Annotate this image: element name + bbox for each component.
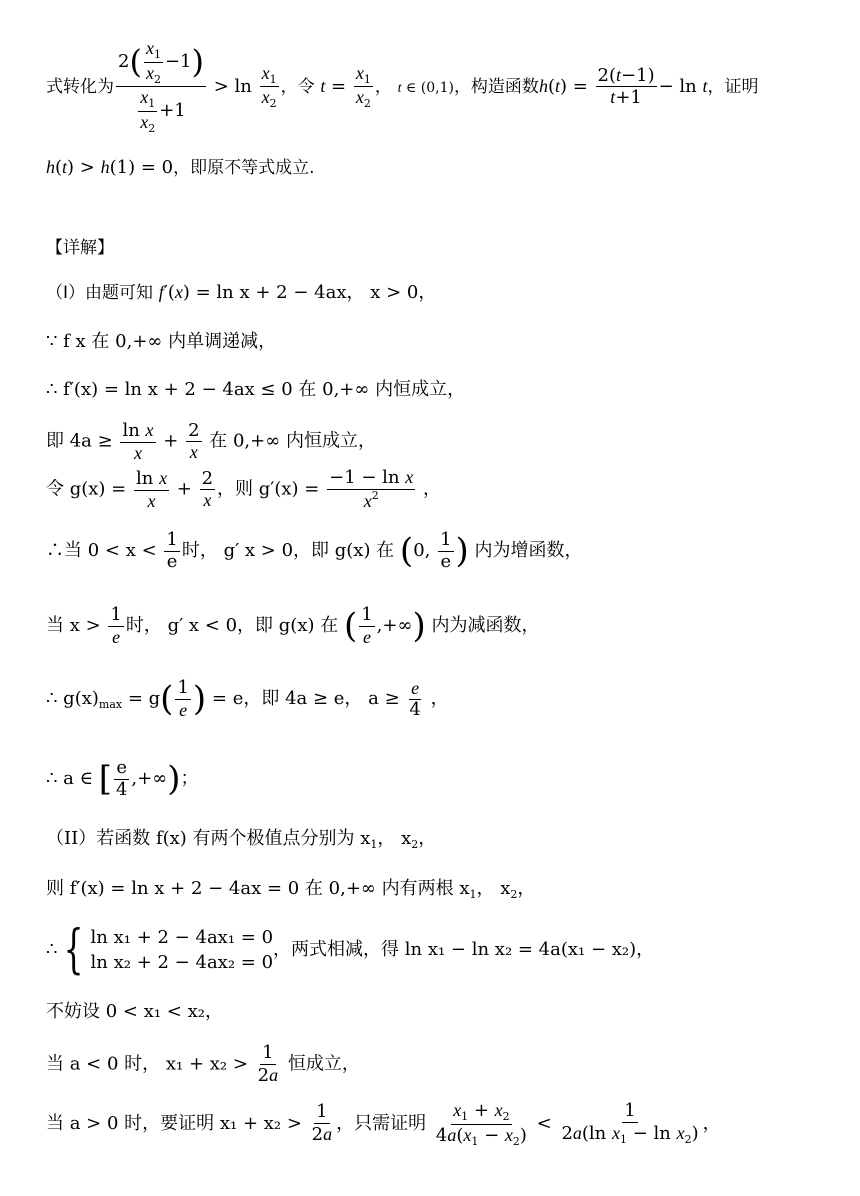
step-14: 当 a < 0 时， x₁ + x₂ > $\frac{1}{2a}$ 恒成立， (46, 1042, 360, 1086)
text: ，构造函数 (453, 76, 539, 97)
text: 式转化为 (46, 76, 114, 97)
text: ，只需证明 (336, 1113, 427, 1135)
text: 恒成立， (287, 1053, 360, 1075)
text: 当 a > 0 时，要证明 x₁ + x₂ > (46, 1113, 302, 1135)
text: 则 f′(x) = ln x + 2 − 4ax = 0 在 0,+∞ 内有两根 x (46, 878, 470, 899)
step-3: ∴ f′(x) = ln x + 2 − 4ax ≤ 0 在 0,+∞ 内恒成立， (46, 379, 466, 400)
text: 内为减函数， (431, 615, 540, 637)
text: （II）若函数 f(x) 有两个极值点分别为 x (46, 828, 371, 849)
text: ∴当 0 < x < (46, 540, 157, 562)
text: ，即原不等式成立. (173, 158, 315, 178)
text: 内为增函数， (474, 540, 583, 562)
equation: ln x₂ + 2 − 4ax₂ = 0 (90, 952, 274, 973)
text: ， (374, 76, 392, 97)
step-5: 令 g(x) = $\frac{\text{ln x}}{x}$ + $\frac{2}{x}$ ，则 g′(x) = $\frac{\text{−1 − ln x}}{x^2}$ ， (46, 467, 441, 511)
step-7: 当 x > $\frac{1}{e}$ 时， g′ x < 0，即 g(x) 在 ( $\frac{1}{e}$ ,+∞) 内为减函数， (46, 604, 540, 647)
text: = e，即 4a ≥ e， a ≥ (211, 688, 400, 710)
step-9: ∴ a ∈ [ $\frac{e}{4}$ ,+∞)； (46, 757, 199, 800)
text: 时， g′ x > 0，即 g(x) 在 (181, 540, 395, 562)
equation: ln x₁ + 2 − 4ax₁ = 0 (90, 926, 274, 948)
step-4: 即 4a ≥ $\frac{\text{ln x}}{x}$ + $\frac{2}{x}$ 在 0,+∞ 内恒成立， (46, 419, 376, 463)
step-6: ∴当 0 < x < $\frac{1}{e}$ 时， g′ x > 0，即 g(x) 在 (0, $\frac{1}{e}$ ) 内为增函数， (46, 529, 583, 572)
text: 令 g(x) = (46, 478, 127, 500)
text: ， (418, 828, 437, 849)
text: ∴ g(x) (46, 688, 99, 710)
text: ， x (377, 828, 412, 849)
line-1: 式转化为 2( $\frac{x_1}{x_2}$ −1) $\frac{x_1}{x_2}$ +1 > ln $\frac{x_1}{x_2}$ ，令 t = $\frac{x_1}{x_2}$ ， t ∈ (0,1)，构造函数h(t) = $\frac{2(t-1)}{t+1}$ − ln t，证明 (46, 38, 759, 135)
step-13: 不妨设 0 < x₁ < x₂， (46, 1001, 223, 1022)
section-heading: 【详解】 (46, 238, 114, 258)
text: ； (180, 768, 199, 790)
text: ， (517, 878, 536, 899)
line-2: h(t) > h(1) = 0，即原不等式成立. (46, 157, 315, 178)
step-8: ∴ $g(x)_{max} = g$( $\frac{1}{e}$ ) = e，即 4a ≥ e， a ≥ $\frac{e}{4}$ ， (46, 677, 449, 720)
equation-system (91, 925, 273, 975)
text: （I）由题可知 (46, 283, 154, 303)
fraction: 2( $\frac{x_1}{x_2}$ −1) $\frac{x_1}{x_2}$ +1 (118, 38, 204, 135)
text: 当 a < 0 时， x₁ + x₂ > (46, 1053, 248, 1075)
text: x > 0， (370, 282, 437, 303)
text: ，证明 (707, 76, 759, 97)
text: 在 0,+∞ 内恒成立， (209, 430, 376, 452)
text: ，令 (280, 76, 315, 97)
text: 即 4a ≥ (46, 430, 113, 452)
text: = ln x + 2 − 4ax， (195, 282, 365, 303)
text: ， x (476, 878, 511, 899)
step-11: 则 f′(x) = ln x + 2 − 4ax = 0 在 0,+∞ 内有两根 $x_1$， $x_2$， (46, 878, 536, 901)
step-15: 当 a > 0 时，要证明 x₁ + x₂ > $\frac{1}{2a}$ ，只需证明 $\frac{x_1 + x_2}{4a(x_1 - x_2)}$ < $\frac{1}{2a(\ln x_1 - \ln x_2)}$ ， (46, 1100, 721, 1148)
text: ∴ a ∈ (46, 768, 93, 790)
text: = g (127, 688, 161, 710)
step-1: （I）由题可知 f′(x) = ln x + 2 − 4ax， x > 0， (46, 282, 437, 303)
subscript: max (98, 698, 123, 712)
text: ， (702, 1113, 721, 1135)
step-2: ∵ f x 在 0,+∞ 内单调递减， (46, 331, 277, 352)
text: ，则 g′(x) = (217, 478, 320, 500)
step-12: ∴ { ln x₁ + 2 − 4ax₁ = 0 ln x₂ + 2 − 4ax₂ = 0 ，两式相减，得 ln x₁ − ln x₂ = 4a(x₁ − x₂)， (46, 920, 655, 980)
step-10: （II）若函数 f(x) 有两个极值点分别为 $x_1$， $x_2$， (46, 828, 437, 851)
text: 当 x > (46, 615, 101, 637)
text: ，两式相减，得 ln x₁ − ln x₂ = 4a(x₁ − x₂)， (273, 939, 655, 960)
text: 时， g′ x < 0，即 g(x) 在 (125, 615, 339, 637)
